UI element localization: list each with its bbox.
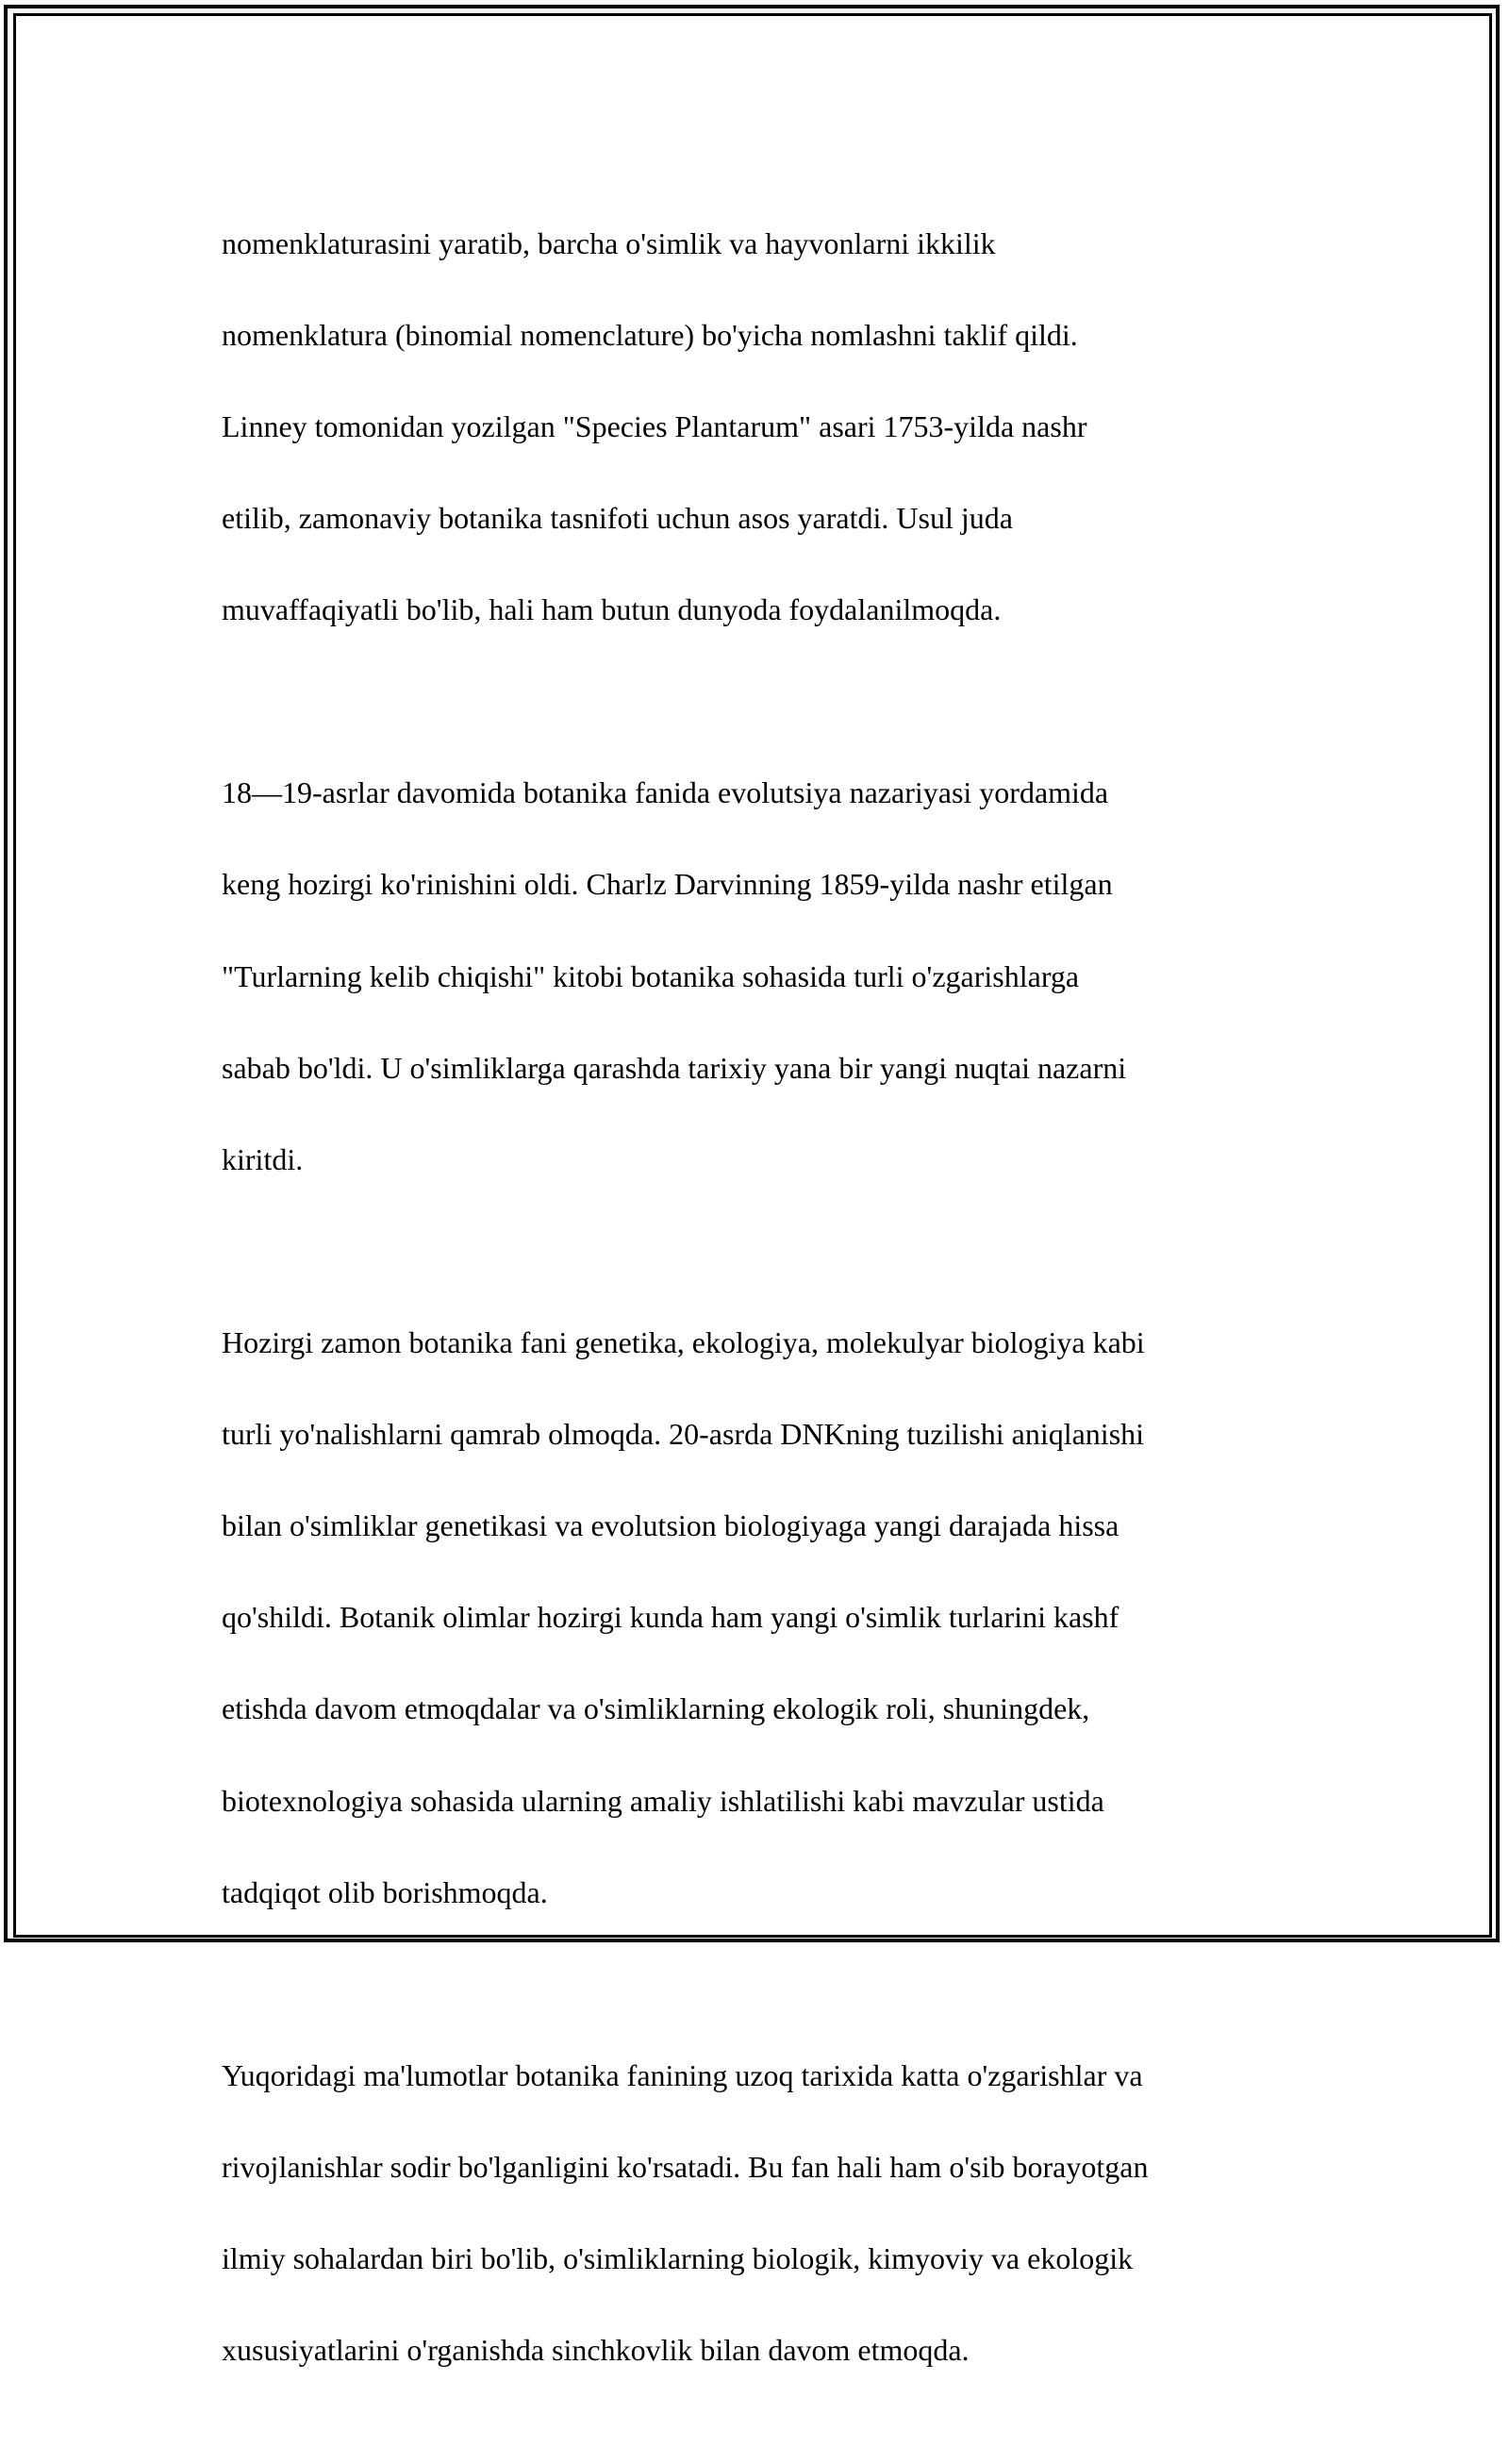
text-line: nomenklatura (binomial nomenclature) bo'yicha nomlashni taklif qildi. [222,317,1078,352]
text-line: Linney tomonidan yozilgan "Species Plantarum" asari 1753-yilda nashr [222,408,1087,443]
text-line: nomenklaturasini yaratib, barcha o'simlik va hayvonlarni ikkilik [222,225,996,260]
text-line: 18—19-asrlar davomida botanika fanida evolutsiya nazariyasi yordamida [222,775,1109,810]
paragraph-evolution-theory [222,724,1287,1229]
paragraph-modern-botany [222,1274,1287,1961]
text-line: biotexnologiya sohasida ularning amaliy ishlatilishi kabi mavzular ustida [222,1783,1104,1818]
text-line: etishda davom etmoqdalar va o'simliklarning ekologik roli, shuningdek, [222,1691,1090,1726]
document-body [222,175,1287,2464]
paragraph-conclusion [222,2006,1287,2419]
text-line: Yuqoridagi ma'lumotlar botanika fanining uzoq tarixida katta o'zgarishlar va [222,2057,1143,2092]
text-line: keng hozirgi ko'rinishini oldi. Charlz Darvinning 1859-yilda nashr etilgan [222,867,1113,902]
text-line: sabab bo'ldi. U o'simliklarga qarashda tarixiy yana bir yangi nuqtai nazarni [222,1050,1127,1085]
text-line: xususiyatlarini o'rganishda sinchkovlik bilan davom etmoqda. [222,2333,970,2368]
text-line: muvaffaqiyatli bo'lib, hali ham butun dunyoda foydalanilmoqda. [222,592,1002,627]
text-line: "Turlarning kelib chiqishi" kitobi botanika sohasida turli o'zgarishlarga [222,958,1080,993]
text-line: bilan o'simliklar genetikasi va evolutsion biologiyaga yangi darajada hissa [222,1508,1119,1543]
paragraph-linnaeus-nomenclature [222,175,1287,679]
text-line: kiritdi. [222,1141,304,1176]
text-line: qo'shildi. Botanik olimlar hozirgi kunda ham yangi o'simlik turlarini kashf [222,1600,1119,1635]
text-line: ilmiy sohalardan biri bo'lib, o'simliklarning biologik, kimyoviy va ekologik [222,2240,1134,2275]
text-line: rivojlanishlar sodir bo'lganligini ko'rsatadi. Bu fan hali ham o'sib borayotgan [222,2149,1149,2184]
text-line: tadqiqot olib borishmoqda. [222,1874,548,1909]
text-line: turli yo'nalishlarni qamrab olmoqda. 20-asrda DNKning tuzilishi aniqlanishi [222,1416,1145,1451]
text-line: Hozirgi zamon botanika fani genetika, ekologiya, molekulyar biologiya kabi [222,1324,1145,1359]
text-line: etilib, zamonaviy botanika tasnifoti uchun asos yaratdi. Usul juda [222,501,1013,536]
